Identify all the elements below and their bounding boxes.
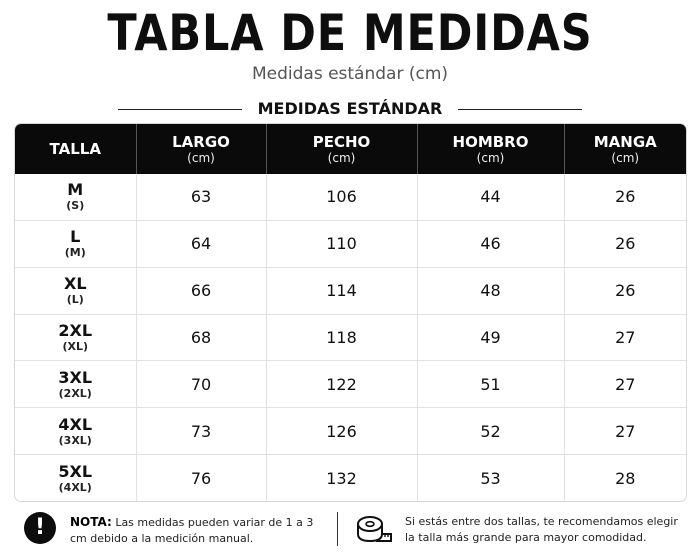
pecho-cell: 110: [266, 220, 417, 267]
size-label: 3XL: [58, 367, 93, 387]
header-unit: (cm): [187, 150, 215, 165]
hombro-cell: 51: [417, 361, 564, 408]
note-text: Las medidas pueden variar de 1 a 3 cm debido a la medición manual.: [70, 516, 314, 545]
footer-divider: [337, 512, 338, 546]
pecho-cell: 114: [266, 267, 417, 314]
header-largo: [136, 124, 266, 174]
hombro-cell: 49: [417, 314, 564, 361]
header-label: LARGO: [172, 132, 230, 151]
page-subtitle: Medidas estándar (cm): [251, 64, 449, 84]
size-label: M: [67, 180, 84, 200]
header-unit: (cm): [476, 150, 505, 165]
size-equivalent: (3XL): [58, 433, 92, 447]
hombro-cell: 52: [417, 408, 564, 455]
footer: [0, 508, 700, 552]
manga-cell: 26: [564, 220, 686, 267]
size-equivalent: (2XL): [58, 386, 92, 400]
pecho-cell: 106: [266, 174, 417, 220]
section-label-text: MEDIDAS ESTÁNDAR: [257, 99, 443, 118]
size-label: XL: [63, 274, 87, 294]
size-label: 5XL: [58, 461, 93, 481]
table-row: [15, 361, 686, 408]
hombro-cell: 48: [417, 267, 564, 314]
size-label: 4XL: [58, 414, 93, 434]
header-label: HOMBRO: [452, 132, 529, 151]
measuring-tape-icon: [355, 512, 393, 546]
section-rule-right: [458, 109, 582, 110]
header-pecho: [266, 124, 417, 174]
hombro-cell: 46: [417, 220, 564, 267]
largo-cell: 66: [136, 267, 266, 314]
note-label: NOTA:: [70, 515, 112, 529]
size-cell: [15, 220, 136, 267]
largo-cell: 76: [136, 455, 266, 501]
size-equivalent: (M): [64, 246, 86, 260]
size-label: L: [70, 227, 81, 247]
manga-cell: 28: [615, 468, 636, 488]
largo-cell: 73: [136, 408, 266, 455]
section-label: [0, 98, 700, 120]
header-label: PECHO: [312, 132, 371, 151]
table-header-row: [15, 124, 686, 174]
size-cell: [15, 314, 136, 361]
advice-text: Si estás entre dos tallas, te recomendamos elegir la talla más grande para mayor comodidad.: [405, 515, 678, 544]
size-cell: [15, 455, 136, 501]
manga-cell: 26: [564, 267, 686, 314]
header-unit: (cm): [611, 150, 640, 165]
manga-cell: 26: [564, 174, 686, 220]
table-row: [15, 455, 686, 501]
size-chart-table: [14, 123, 687, 502]
hombro-cell: 44: [417, 174, 564, 220]
table-row: [15, 220, 686, 267]
page-title: TABLA DE MEDIDAS: [107, 4, 593, 62]
header-talla: [15, 124, 136, 174]
size-equivalent: (XL): [62, 339, 89, 353]
largo-cell: 64: [136, 220, 266, 267]
manga-cell: 27: [564, 361, 686, 408]
table-row: [15, 267, 686, 314]
size-label: 2XL: [58, 320, 93, 340]
header-label: MANGA: [593, 132, 657, 151]
header-manga: [564, 124, 686, 174]
hombro-cell: 53: [417, 455, 564, 501]
pecho-cell: 118: [266, 314, 417, 361]
size-equivalent: (S): [66, 199, 85, 213]
table-row: [15, 408, 686, 455]
size-cell: [15, 174, 136, 220]
header-hombro: [417, 124, 564, 174]
pecho-cell: 132: [266, 455, 417, 501]
exclamation-icon: !: [24, 512, 56, 544]
size-equivalent: (L): [66, 293, 84, 307]
largo-cell: 63: [136, 174, 266, 220]
largo-cell: 70: [136, 361, 266, 408]
pecho-cell: 122: [266, 361, 417, 408]
note: [70, 514, 330, 547]
header-label: TALLA: [49, 140, 101, 158]
size-cell: [15, 267, 136, 314]
table-row: [15, 174, 686, 220]
manga-cell: 27: [564, 408, 686, 455]
pecho-cell: 126: [266, 408, 417, 455]
manga-cell: 27: [564, 314, 686, 361]
largo-cell: 68: [136, 314, 266, 361]
header-unit: (cm): [327, 150, 356, 165]
size-cell: [15, 408, 136, 455]
table-row: [15, 314, 686, 361]
section-rule-left: [118, 109, 242, 110]
size-cell: [15, 361, 136, 408]
size-equivalent: (4XL): [58, 480, 92, 494]
